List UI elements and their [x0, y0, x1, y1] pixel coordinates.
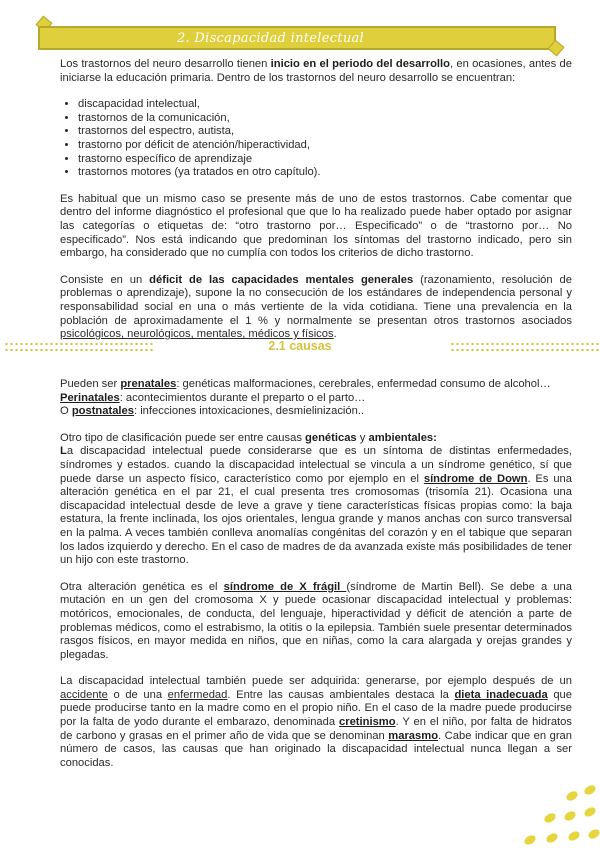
disorder-list	[60, 98, 572, 180]
underlined-text: psicológicos, neurológicos, mentales, médicos y físicos	[60, 328, 334, 341]
fragile-x-paragraph	[60, 581, 572, 663]
text: La discapacidad intelectual también puede ser adquirida: generarse, por ejemplo después de un	[60, 675, 572, 688]
header-banner	[38, 26, 556, 50]
intro-section	[60, 58, 572, 342]
diagnosis-paragraph: Es habitual que un mismo caso se presente más de uno de estos trastornos. Cabe comentar que dentro del informe diagnóstico el profesional que que lo ha realizado puede haber optado por asignar las categorías o etiquetas de: “otro trastorno por… Especificado” o de “trastorno por… No especificado”. Nos está indicando que predominan los síntomas del trastorno indicado, pero sin embargo, ha considerado que no cumplía con todos los criterios de dicho trastorno.	[60, 192, 572, 260]
text: (razonamiento, resolución de problemas o aprendizaje), supone la no consecución de los estándares de independencia personal y responsabilidad social en una o más vertiente de la vida cotidiana. Tiene una prevalencia en la población de aproximadamente el 1 % y normalmente se presentan otros trastornos asociados	[60, 273, 572, 327]
text: que puede producirse tanto en la madre como en el propio niño. En el caso de la madre puede producirse por la falta de yodo durante el embarazo, denominada	[60, 688, 573, 729]
list-item: • trastornos motores (ya tratados en otro capítulo).	[78, 166, 572, 180]
text: (síndrome de Martin Bell). Se debe a una mutación en un gen del cromosoma X y puede ocasionar discapacidad intelectual y problemas: motóricos, emocionales, de conducta, del lenguaje, hiperactividad y déficit de atención a parte de problemas médicos, como el estrabismo, la otitis o la epilepsia. También suele presentar determinados rasgos físicos, en mayor medida en niños, que en niñas, como la cara alargada y orejas grandes y plegadas.	[60, 580, 572, 661]
classification-paragraph	[60, 432, 572, 568]
page-title: 2. Discapacidad intelectual	[176, 31, 364, 46]
text: , en ocasiones, antes de iniciarse la educación primaria. Dentro de los trastornos del neuro desarrollo se encuentran:	[60, 58, 572, 84]
underlined-term: prenatales	[120, 378, 177, 390]
causes-section	[60, 378, 572, 770]
definition-paragraph	[60, 274, 572, 342]
underlined-term: Perinatales	[60, 391, 120, 404]
acquired-paragraph	[60, 675, 572, 770]
corner-decoration	[500, 778, 600, 848]
text: O	[60, 405, 72, 418]
underlined-term: síndrome de Down	[423, 472, 528, 485]
underlined-term: marasmo	[388, 729, 439, 742]
underlined-term: síndrome de X frágil	[223, 580, 347, 593]
emphasis-text: inicio en el periodo del desarrollo	[270, 58, 450, 70]
emphasis-text: genéticas	[305, 431, 357, 444]
text: Los trastornos del neuro desarrollo tienen	[60, 58, 271, 70]
text: . Y en el niño, por falta de hidratos de carbono y grasas en el primer año de vida que se denominan	[60, 716, 572, 742]
underlined-term: cretinismo	[339, 716, 396, 729]
underlined-term: accidente	[60, 688, 108, 701]
text: Consiste en un	[60, 273, 150, 286]
list-item: • trastorno específico de aprendizaje	[78, 153, 572, 167]
text: : infecciones intoxicaciones, desmielinización..	[133, 405, 365, 418]
text: Otra alteración genética es el	[60, 580, 224, 593]
list-item: • trastornos de la comunicación,	[78, 112, 572, 126]
emphasis-text: déficit de las capacidades mentales generales	[149, 273, 414, 286]
dots-decoration-right	[450, 341, 600, 353]
text: Pueden ser	[60, 378, 121, 390]
emphasis-text: L	[60, 445, 67, 458]
list-item: • trastornos del espectro, autista,	[78, 125, 572, 139]
underlined-term: enfermedad	[167, 688, 228, 701]
text: . Cabe indicar que en gran número de casos, las causas que han originado la discapacidad intelectual nunca llegan a ser conocidas.	[60, 729, 572, 769]
underlined-term: postnatales	[71, 405, 134, 418]
text: . Entre las causas ambientales destaca la	[227, 688, 455, 701]
causes-types-paragraph	[60, 378, 572, 419]
text: a discapacidad intelectual puede considerarse que es un síntoma de distintas enfermedades, síndromes y estados. cuando la discapacidad intelectual se vincula a un síndrome genético, sí que puede darse un aspecto físico, característico como por ejemplo en el	[60, 445, 572, 485]
text: : genéticas malformaciones, cerebrales, enfermedad consumo de alcohol…	[176, 378, 551, 390]
text: . Es una alteración genética en el par 21, el cual presenta tres cromosomas (trisomía 21). Ocasiona una discapacidad intelectual desde de leve a grave y tiene características físicas propias como: la baja estatura, la frente inclinada, los ojos orientales, lengua grande y manos anchas con surco transversal en la palma. A veces también conlleva anomalías congénitas del corazón y en el tabique que separan los lados izquierdo y derecho. En el caso de madres de da avanzada existe más posibilidades de tener un hijo con este trastorno.	[60, 472, 572, 567]
list-item: • discapacidad intelectual,	[78, 98, 572, 112]
emphasis-text: ambientales:	[368, 431, 437, 444]
text: y	[356, 431, 369, 444]
intro-paragraph	[60, 58, 572, 85]
section-title: 2.1 causas	[268, 339, 332, 353]
text: .	[333, 328, 337, 341]
text: Otro tipo de clasificación puede ser entre causas	[60, 431, 306, 444]
text: : acontecimientos durante el preparto o el parto…	[119, 391, 366, 404]
list-item: • trastorno por déficit de atención/hiperactividad,	[78, 139, 572, 153]
underlined-term: dieta inadecuada	[454, 688, 548, 701]
section-divider	[0, 338, 600, 356]
text: o de una	[107, 688, 168, 701]
